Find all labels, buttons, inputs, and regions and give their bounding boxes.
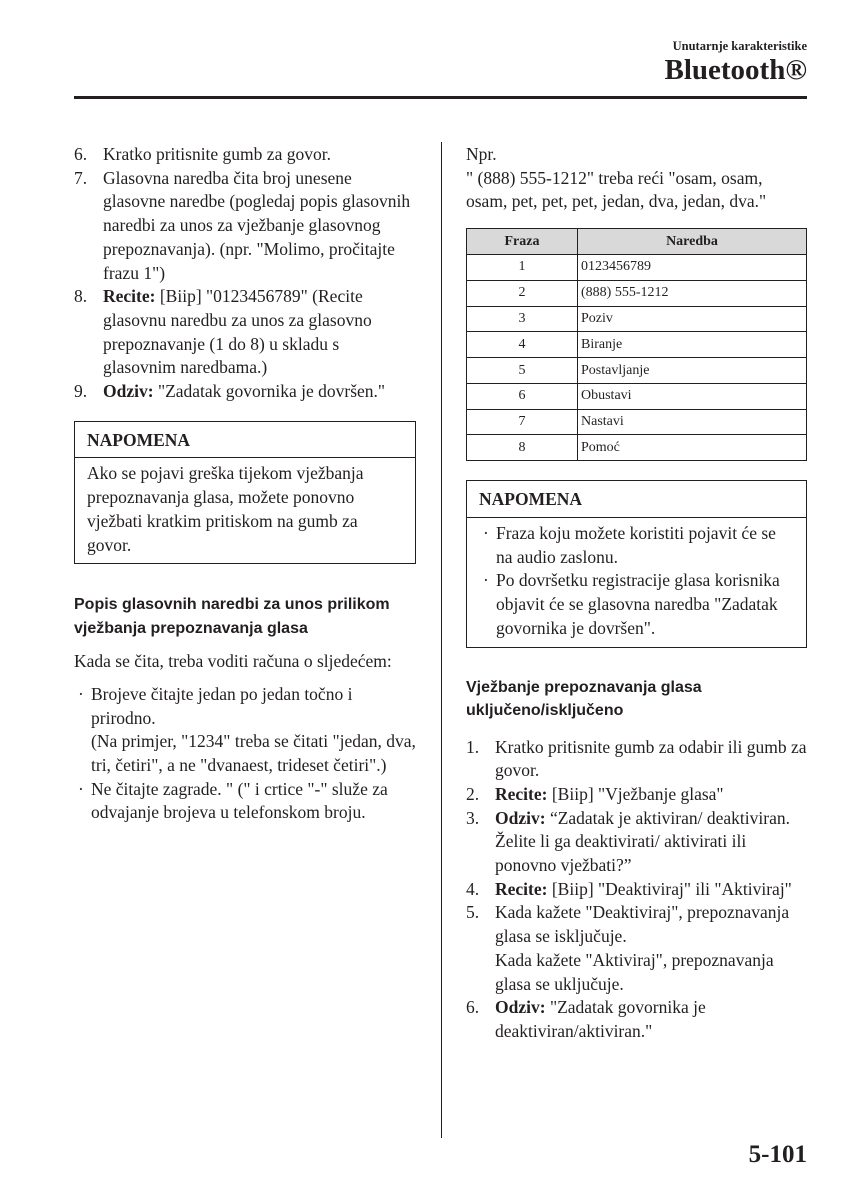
note-item-text: Po dovršetku registracije glasa korisnika objavit će se glasovna naredba "Zadatak govornika je dovršen". (496, 570, 780, 638)
note-title: NAPOMENA (75, 422, 415, 459)
cell-command: (888) 555-1212 (578, 280, 807, 306)
step-text: "Zadatak govornika je deaktiviran/aktiviran." (495, 997, 706, 1041)
step-subtext: Kada kažete "Aktiviraj", prepoznavanja glasa se uključuje. (495, 949, 774, 994)
table-row (467, 383, 807, 409)
header-section-label: Unutarnje karakteristike (672, 39, 807, 53)
cell-phrase: 1 (467, 254, 578, 280)
training-steps-list (74, 143, 416, 404)
table-row (467, 332, 807, 358)
step-text: Kada kažete "Deaktiviraj", prepoznavanja glasa se isključuje. (495, 902, 790, 947)
step-keyword: Odziv: (103, 381, 154, 402)
cell-command: Obustavi (578, 383, 807, 409)
phrase-command-table (466, 228, 807, 461)
note-item-text: Fraza koju možete koristiti pojavit će se na audio zaslonu. (496, 522, 776, 567)
step-text: "Zadatak govornika je dovršen." (153, 381, 386, 402)
list-item (479, 522, 794, 569)
cell-phrase: 7 (467, 409, 578, 435)
step-text: “Zadatak je aktiviran/ deaktiviran. Želite li ga deaktivirati/ aktivirati ili ponovno vježbati?” (495, 807, 790, 876)
list-item (479, 569, 794, 640)
table-row (467, 358, 807, 384)
section-heading: Vježbanje prepoznavanja glasa uključeno/isključeno (466, 678, 702, 719)
list-item (74, 143, 416, 167)
cell-phrase: 8 (467, 435, 578, 461)
step-number: 9. (74, 381, 88, 402)
cell-phrase: 2 (467, 280, 578, 306)
bullet-subtext: (Na primjer, "1234" treba se čitati "jedan, dva, tri, četiri", a ne "dvanaest, trideset četiri".) (91, 731, 416, 776)
note-box (466, 480, 807, 647)
header-rule (74, 96, 807, 99)
list-item (466, 878, 807, 902)
cell-phrase: 3 (467, 306, 578, 332)
step-number: 6. (466, 997, 480, 1018)
step-keyword: Recite: (495, 878, 548, 899)
bullet-text: Ne čitajte zagrade. " (" i crtice "-" služe za odvajanje brojeva u telefonskom broju. (91, 778, 388, 823)
page-title: Bluetooth® (664, 54, 807, 86)
list-item (466, 783, 807, 807)
step-text: Kratko pritisnite gumb za govor. (103, 144, 331, 164)
note-title: NAPOMENA (467, 481, 806, 518)
step-number: 7. (74, 167, 88, 188)
reading-rules-list (74, 683, 416, 825)
cell-phrase: 4 (467, 332, 578, 358)
step-number: 3. (466, 807, 480, 828)
list-item (466, 901, 807, 996)
list-item (74, 285, 416, 380)
list-item (74, 167, 416, 286)
list-item (466, 736, 807, 783)
section-intro: Kada se čita, treba voditi računa o sljedećem: (74, 651, 392, 672)
step-text: Glasovna naredba čita broj unesene glasovne naredbe (pogledaj popis glasovnih naredbi za unos za vježbanje glasovnog prepoznavanja). (npr. "Molimo, pročitajte frazu 1") (103, 167, 411, 283)
right-column (466, 143, 807, 1044)
cell-command: Poziv (578, 306, 807, 332)
note-box (74, 421, 416, 565)
step-number: 6. (74, 144, 88, 164)
bullet-icon: · (78, 683, 84, 704)
step-number: 4. (466, 878, 480, 899)
cell-command: 0123456789 (578, 254, 807, 280)
table-row (467, 306, 807, 332)
column-divider (441, 142, 442, 1138)
bullet-icon: · (483, 570, 489, 591)
list-item (466, 996, 807, 1043)
step-text: [Biip] "Vježbanje glasa" (547, 783, 724, 804)
step-number: 2. (466, 783, 480, 804)
column-header-command: Naredba (578, 229, 807, 255)
step-keyword: Odziv: (495, 807, 546, 828)
step-keyword: Recite: (495, 783, 548, 804)
example-text: " (888) 555-1212" treba reći "osam, osam, osam, pet, pet, pet, jedan, dva, jedan, dva." (466, 167, 767, 212)
bullet-text: Brojeve čitajte jedan po jedan točno i prirodno. (91, 683, 353, 728)
list-item (74, 380, 416, 404)
step-number: 5. (466, 902, 480, 923)
note-text: Ako se pojavi greška tijekom vježbanja prepoznavanja glasa, možete ponovno vježbati kratkim pritiskom na gumb za govor. (87, 463, 364, 555)
left-column (74, 143, 416, 825)
cell-phrase: 5 (467, 358, 578, 384)
table-row (467, 409, 807, 435)
table-row (467, 254, 807, 280)
toggle-steps-list (466, 736, 807, 1044)
list-item (74, 778, 416, 825)
bullet-icon: · (78, 778, 84, 799)
cell-phrase: 6 (467, 383, 578, 409)
cell-command: Pomoć (578, 435, 807, 461)
step-number: 1. (466, 736, 480, 757)
cell-command: Postavljanje (578, 358, 807, 384)
cell-command: Biranje (578, 332, 807, 358)
list-item (74, 683, 416, 778)
example-label: Npr. (466, 144, 497, 164)
step-keyword: Odziv: (495, 997, 546, 1018)
step-text: [Biip] "0123456789" (Recite glasovnu naredbu za unos za glasovno prepoznavanje (1 do 8) u skladu s glasovnim naredbama.) (103, 286, 372, 378)
note-body (467, 518, 806, 647)
cell-command: Nastavi (578, 409, 807, 435)
step-number: 8. (74, 286, 88, 307)
page-number: 5-101 (748, 1141, 807, 1168)
table-header-row (467, 229, 807, 255)
step-keyword: Recite: (103, 286, 156, 307)
step-text: Kratko pritisnite gumb za odabir ili gumb za govor. (495, 736, 807, 781)
bullet-icon: · (483, 522, 489, 543)
column-header-phrase: Fraza (467, 229, 578, 255)
table-row (467, 435, 807, 461)
list-item (466, 807, 807, 878)
section-heading: Popis glasovnih naredbi za unos prilikom vježbanja prepoznavanja glasa (74, 596, 390, 637)
table-row (467, 280, 807, 306)
step-text: [Biip] "Deaktiviraj" ili "Aktiviraj" (547, 878, 792, 899)
